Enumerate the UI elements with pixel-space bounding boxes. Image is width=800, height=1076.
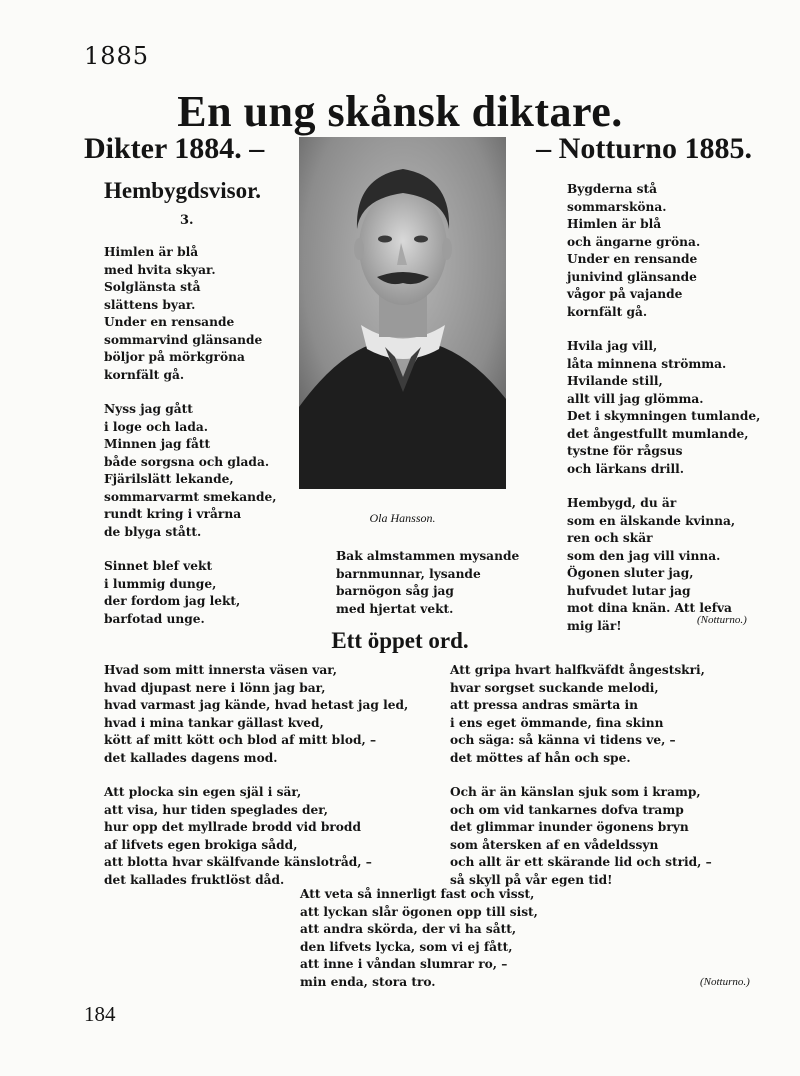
page-number: 184: [84, 1002, 116, 1026]
poem-line: som den jag vill vinna.: [567, 548, 721, 563]
poem-line: låta minnena strömma.: [567, 356, 727, 371]
poem-line: Under en rensande: [567, 252, 698, 266]
bottom-poem-source: (Notturno.): [700, 976, 750, 988]
poem-line: det kallades fruktlöst dåd.: [104, 872, 285, 887]
poem-line: det ångestfullt mumlande,: [567, 426, 749, 441]
poem-line: barfotad unge.: [104, 611, 205, 626]
poem-line: slättens byar.: [104, 297, 196, 312]
poem-line: och om vid tankarnes dofva tramp: [450, 802, 684, 817]
bottom-poem-final: [300, 886, 538, 991]
poem-line: den lifvets lycka, som vi ej fått,: [300, 939, 513, 954]
stanza: [104, 244, 277, 384]
poem-line: Hvilande still,: [567, 374, 663, 388]
poem-line: rundt kring i vrårna: [104, 507, 242, 521]
poem-line: Minnen jag fått: [104, 437, 211, 451]
poem-line: böljor på mörkgröna: [104, 350, 245, 364]
poem-line: Fjärilslätt lekande,: [104, 472, 234, 486]
poem-line: sommarsköna.: [567, 199, 667, 214]
poem-line: mot dina knän. Att lefva: [567, 601, 732, 615]
stanza: [450, 662, 712, 767]
bottom-poem-right: [450, 662, 712, 906]
poem-line: hvad djupast nere i lönn jag bar,: [104, 680, 326, 695]
right-poem-source: (Notturno.): [697, 614, 747, 626]
poem-line: sommarvind glänsande: [104, 332, 263, 347]
poem-line: Bygderna stå: [567, 182, 657, 196]
poem-line: hufvudet lutar jag: [567, 583, 691, 598]
portrait-illustration: [299, 137, 506, 489]
poem-line: som återsken af en vådeldssyn: [450, 837, 659, 852]
poem-line: och allt är ett skärande lid och strid, –: [450, 855, 712, 869]
poem-line: Bak almstammen mysande: [336, 549, 520, 563]
subtitle-left: Dikter 1884. –: [84, 132, 265, 165]
stanza: [104, 401, 277, 541]
poem-line: att blotta hvar skälfvande känslotråd, –: [104, 855, 372, 869]
poem-line: och ängarne gröna.: [567, 234, 701, 249]
center-stanza: [336, 548, 519, 618]
poem-line: vågor på vajande: [567, 287, 683, 301]
bottom-poem-left: [104, 662, 408, 906]
poem-line: i lummig dunge,: [104, 576, 217, 591]
poem-line: hvad i mina tankar gällast kved,: [104, 715, 324, 730]
left-poem: [104, 244, 277, 645]
poem-line: Himlen är blå: [567, 217, 662, 231]
right-poem: [567, 181, 760, 652]
poem-line: allt vill jag glömma.: [567, 391, 704, 406]
poem-line: Att plocka sin egen själ i sär,: [104, 785, 302, 799]
poem-line: Och är än känslan sjuk som i kramp,: [450, 785, 701, 799]
poem-line: junivind glänsande: [567, 269, 697, 284]
poem-line: tystne för rågsus: [567, 444, 683, 458]
stanza: [104, 662, 408, 767]
subtitle-right: – Notturno 1885.: [536, 132, 752, 165]
poem-line: Det i skymningen tumlande,: [567, 409, 761, 423]
poem-line: kött af mitt kött och blod af mitt blod, –: [104, 733, 377, 747]
poem-line: Att gripa hvart halfkväfdt ångestskri,: [450, 663, 705, 677]
photo-caption: Ola Hansson.: [369, 511, 436, 525]
poem-line: som en älskande kvinna,: [567, 513, 736, 528]
poem-line: hur opp det myllrade brodd vid brodd: [104, 820, 361, 834]
stanza: [104, 784, 408, 889]
poem-line: af lifvets egen brokiga sådd,: [104, 837, 298, 852]
poem-line: hvar sorgset suckande melodi,: [450, 680, 659, 695]
poem-line: i loge och lada.: [104, 419, 208, 434]
poem-line: Hembygd, du är: [567, 496, 677, 510]
poem-line: Att veta så innerligt fast och visst,: [300, 887, 535, 901]
poem-line: att inne i våndan slumrar ro, –: [300, 957, 508, 971]
poem-line: Ögonen sluter jag,: [567, 566, 694, 580]
poem-line: Solglänsta stå: [104, 280, 201, 294]
poem-line: min enda, stora tro.: [300, 974, 436, 989]
left-poem-title: Hembygdsvisor.: [104, 178, 261, 203]
page-title: En ung skånsk diktare.: [177, 87, 623, 136]
poem-line: de blyga stått.: [104, 524, 202, 539]
poem-line: det kallades dagens mod.: [104, 750, 278, 765]
poem-line: hvad varmast jag kände, hvad hetast jag led,: [104, 698, 409, 712]
poem-line: kornfält gå.: [104, 367, 185, 382]
poem-line: det glimmar inunder ögonens bryn: [450, 820, 689, 834]
poem-line: mig lär!: [567, 618, 622, 633]
poem-line: så skyll på vår egen tid!: [450, 872, 613, 887]
poem-line: att pressa andras smärta in: [450, 698, 638, 712]
poem-line: barnögon såg jag: [336, 584, 454, 598]
poem-line: Hvila jag vill,: [567, 339, 658, 353]
poem-line: ren och skär: [567, 531, 653, 545]
header-year: 1885: [84, 42, 150, 70]
poem-line: Nyss jag gått: [104, 402, 193, 416]
poem-line: Sinnet blef vekt: [104, 559, 213, 573]
poem-line: både sorgsna och glada.: [104, 454, 270, 469]
poem-line: och säga: så känna vi tidens ve, –: [450, 733, 676, 747]
stanza: [567, 181, 760, 321]
poem-line: Hvad som mitt innersta väsen var,: [104, 663, 338, 677]
poem-line: med hjertat vekt.: [336, 601, 454, 616]
stanza: [567, 338, 760, 478]
left-poem-number: 3.: [180, 213, 194, 228]
poem-line: det möttes af hån och spe.: [450, 750, 631, 765]
poem-line: att andra skörda, der vi ha sått,: [300, 922, 517, 936]
poem-line: med hvita skyar.: [104, 262, 216, 277]
poem-line: Himlen är blå: [104, 245, 199, 259]
poem-line: att lyckan slår ögonen opp till sist,: [300, 904, 538, 919]
poem-line: Under en rensande: [104, 315, 235, 329]
stanza: [104, 558, 277, 628]
bottom-poem-title: Ett öppet ord.: [331, 628, 469, 653]
stanza: [450, 784, 712, 889]
poem-line: kornfält gå.: [567, 304, 648, 319]
poem-line: der fordom jag lekt,: [104, 594, 241, 608]
poem-line: sommarvarmt smekande,: [104, 489, 277, 504]
poem-line: i ens eget ömmande, fina skinn: [450, 715, 664, 730]
poem-line: barnmunnar, lysande: [336, 566, 481, 581]
poem-line: att visa, hur tiden speglades der,: [104, 802, 328, 817]
poem-line: och lärkans drill.: [567, 461, 684, 476]
portrait-photo: [299, 137, 506, 489]
